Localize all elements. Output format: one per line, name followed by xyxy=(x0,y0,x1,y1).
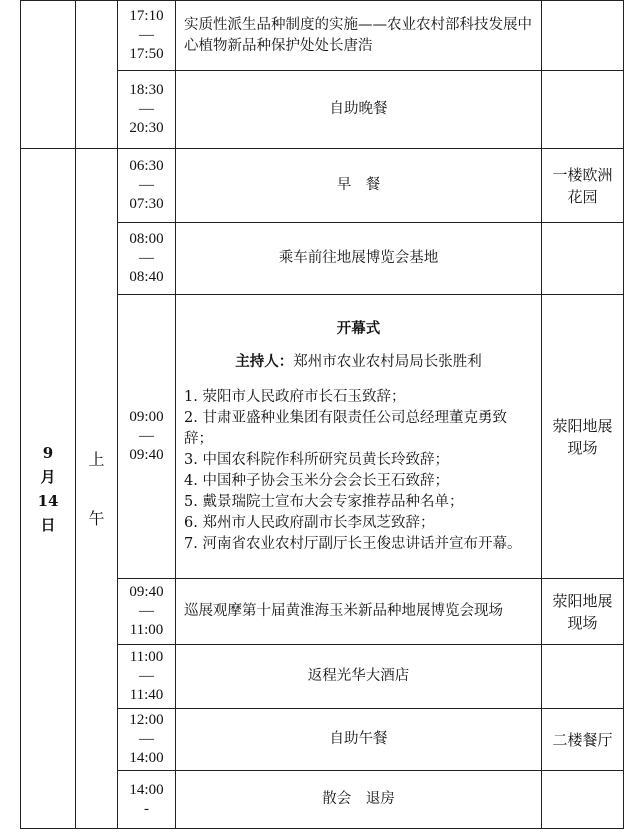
opening-ceremony-cell xyxy=(176,295,542,579)
location-cell xyxy=(542,223,624,295)
location-cell xyxy=(542,1,624,71)
session-cell: 巡展观摩第十届黄淮海玉米新品种地展博览会现场 xyxy=(176,579,542,645)
location-cell: 荥阳地展现场 xyxy=(542,579,624,645)
session-cell: 实质性派生品种制度的实施——农业农村部科技发展中心植物新品种保护处处长唐浩 xyxy=(176,1,542,71)
location-cell xyxy=(542,71,624,149)
session-cell: 自助午餐 xyxy=(176,709,542,771)
location-cell: 荥阳地展现场 xyxy=(542,295,624,579)
session-cell: 早 餐 xyxy=(176,149,542,223)
list-item: 3. 中国农科院作科所研究员黄长玲致辞； xyxy=(184,452,449,468)
list-item: 5. 戴景瑞院士宣布大会专家推荐品种名单； xyxy=(184,494,464,510)
list-item: 7. 河南省农业农村厅副厅长王俊忠讲话并宣布开幕。 xyxy=(184,536,522,552)
session-cell: 返程光华大酒店 xyxy=(176,645,542,709)
period-cell-prev xyxy=(76,1,118,149)
date-cell-prev xyxy=(21,1,76,149)
time-cell: 18:30 — 20:30 xyxy=(118,71,176,149)
session-cell: 散会 退房 xyxy=(176,771,542,829)
location-cell xyxy=(542,645,624,709)
time-cell: 12:00 — 14:00 xyxy=(118,709,176,771)
list-item: 4. 中国种子协会玉米分会会长王石致辞； xyxy=(184,473,449,489)
location-cell: 二楼餐厅 xyxy=(542,709,624,771)
opening-host: 主持人：郑州市农业农村局局长张胜利 xyxy=(235,353,482,370)
time-cell: 08:00 — 08:40 xyxy=(118,223,176,295)
time-cell: 09:00 — 09:40 xyxy=(118,295,176,579)
time-cell: 14:00 - xyxy=(118,771,176,829)
time-cell: 09:40 — 11:00 xyxy=(118,579,176,645)
period-cell: 上 午 xyxy=(76,149,118,829)
time-cell: 11:00 — 11:40 xyxy=(118,645,176,709)
schedule-table xyxy=(20,0,624,829)
list-item: 6. 郑州市人民政府副市长李凤芝致辞； xyxy=(184,515,435,531)
time-cell: 17:10 — 17:50 xyxy=(118,1,176,71)
table-row xyxy=(21,149,624,223)
opening-title: 开幕式 xyxy=(336,320,381,337)
table-row xyxy=(21,1,624,71)
date-cell: 9 月 14 日 xyxy=(21,149,76,829)
speech-list xyxy=(184,387,533,555)
location-cell xyxy=(542,771,624,829)
list-item: 1. 荥阳市人民政府市长石玉致辞； xyxy=(184,389,406,405)
time-cell: 06:30 — 07:30 xyxy=(118,149,176,223)
session-cell: 自助晚餐 xyxy=(176,71,542,149)
session-cell: 乘车前往地展博览会基地 xyxy=(176,223,542,295)
list-item: 2. 甘肃亚盛种业集团有限责任公司总经理董克勇致辞； xyxy=(184,410,507,447)
location-cell: 一楼欧洲花园 xyxy=(542,149,624,223)
